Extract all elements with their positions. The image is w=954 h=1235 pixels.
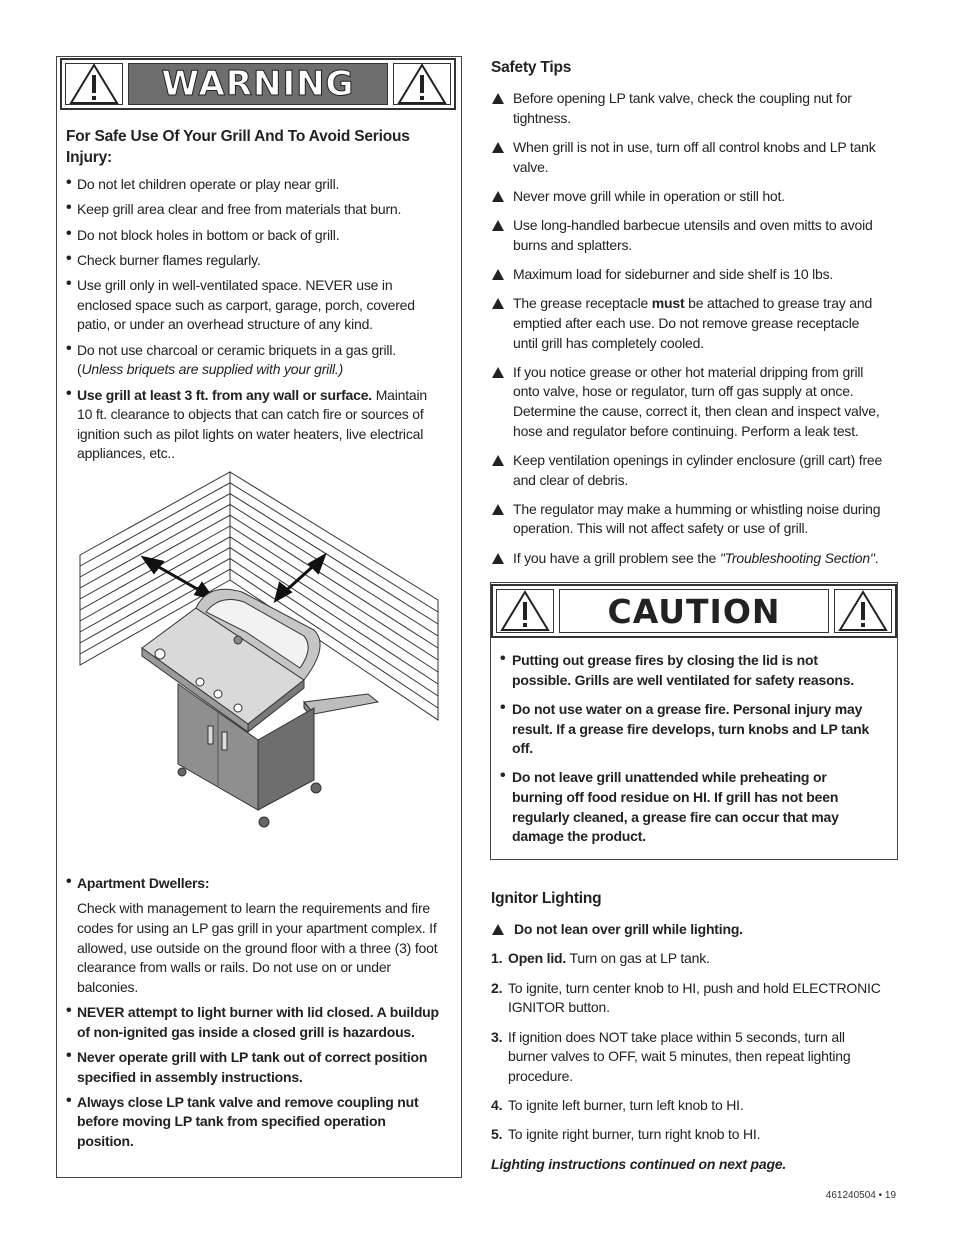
bullet-icon: • [500,650,506,667]
safety-tip: Use long-handled barbecue utensils and oven mitts to avoid [513,217,873,234]
apartment-line: Check with management to learn the requirements and fire [77,900,430,917]
warning-heading-line2: Injury: [66,149,112,166]
apartment-line: balconies. [77,978,139,995]
warning-banner [60,58,456,110]
safety-tip: Maximum load for sideburner and side shelf is 10 lbs. [513,266,834,282]
safety-tip: onto valve, hose or regulator, turn off gas supply at once. [513,383,854,400]
caution-item: damage the product. [512,828,646,845]
warning-item-clearance-line: ignition such as pilot lights on water heaters, live electrical [77,425,424,442]
ignitor-step-line: To ignite right burner, turn right knob to HI. [508,1126,761,1143]
safety-tip: burns and splatters. [513,236,632,253]
warning-heading-line1: For Safe Use Of Your Grill And To Avoid Serious [66,128,410,145]
bullet-icon: • [66,199,72,217]
always-close-warning: Always close LP tank valve and remove coupling nut [77,1093,419,1110]
caution-item: burning off food residue on HI. If grill has not been [512,789,839,805]
caution-item: Do not leave grill unattended while preheating or [512,769,827,786]
warning-item: Do not let children operate or play near grill. [77,176,340,192]
step-number: 2. [491,979,503,996]
triangle-bullet-icon [492,93,504,104]
warning-item-briquets-note: (Unless briquets are supplied with your grill.) [77,361,344,378]
safety-tip-grease: The grease receptacle must be attached to grease tray and [513,295,873,312]
step-number: 1. [491,950,503,967]
caution-item: Putting out grease fires by closing the lid is not [512,652,818,668]
safety-tip: hose and regulator before continuing. Perform a leak test. [513,422,859,439]
warning-item-ventilation: Use grill only in well-ventilated space. NEVER use in [77,277,393,294]
step-number: 5. [491,1126,503,1143]
triangle-bullet-icon [492,504,504,515]
safety-tip: valve. [513,158,549,175]
never-lid-warning: of non-ignited gas inside a closed grill is hazardous. [77,1023,415,1040]
page-footer: 461240504 • 19 [825,1190,896,1201]
ignitor-continued: Lighting instructions continued on next page. [491,1155,787,1172]
warning-item-clearance: Use grill at least 3 ft. from any wall or surface. Maintain [77,386,428,403]
warning-triangle-icon [834,589,892,633]
safety-tip: Before opening LP tank valve, check the coupling nut for [513,90,852,106]
ignitor-heading: Ignitor Lighting [491,890,602,907]
caution-title: CAUTION [559,589,829,633]
safety-tip: Keep ventilation openings in cylinder enclosure (grill cart) free [513,451,883,468]
ignitor-step-line: To ignite, turn center knob to HI, push and hold ELECTRONIC [508,979,881,996]
never-tank-warning: Never operate grill with LP tank out of correct position [77,1048,428,1065]
ignitor-step-line: Open lid. Turn on gas at LP tank. [508,950,710,967]
safety-tip: Determine the cause, correct it, then clean and inspect valve, [513,403,880,419]
bullet-icon: • [66,1091,72,1109]
warning-item-clearance-line: appliances, etc.. [77,445,175,462]
never-lid-warning: NEVER attempt to light burner with lid closed. A buildup [77,1004,439,1020]
ignitor-step-line: If ignition does NOT take place within 5 seconds, turn all [508,1028,845,1045]
ignitor-step-line: To ignite left burner, turn left knob to HI. [508,1097,744,1114]
safety-tip-troubleshooting: If you have a grill problem see the "Troubleshooting Section". [513,549,879,566]
bullet-icon: • [500,767,506,785]
apartment-line: codes for using an LP gas grill in your apartment complex. If [77,919,437,936]
triangle-bullet-icon [492,367,504,378]
always-close-warning: position. [77,1133,134,1149]
apartment-heading: Apartment Dwellers: [77,875,210,891]
safety-tip-grease-line: emptied after each use. Do not remove grease receptacle [513,314,860,331]
caution-item: off. [512,740,533,757]
bullet-icon: • [66,1002,72,1019]
warning-title: WARNING [128,63,388,105]
warning-item: Keep grill area clear and free from materials that burn. [77,201,402,218]
warning-item-briquets: Do not use charcoal or ceramic briquets in a gas grill. [77,341,396,358]
warning-item: Do not block holes in bottom or back of grill. [77,226,340,243]
grill-illustration [78,470,440,832]
caution-item: regularly cleaned, a grease fire can occur that may [512,808,839,825]
triangle-bullet-icon [492,553,504,564]
step-number: 4. [491,1097,503,1114]
step-number: 3. [491,1028,503,1045]
triangle-bullet-icon [492,269,504,280]
safety-heading: Safety Tips [491,59,572,76]
bullet-icon: • [66,249,72,267]
warning-triangle-icon [393,63,451,105]
bullet-icon: • [500,698,506,716]
caution-item: possible. Grills are well ventilated for safety reasons. [512,671,855,688]
apartment-line: clearance from walls or rails. Do not use on or under [77,959,391,976]
bullet-icon: • [66,873,72,890]
bullet-icon: • [66,224,72,242]
bullet-icon: • [66,1046,72,1064]
triangle-bullet-icon [492,455,504,466]
triangle-bullet-icon [492,924,504,935]
caution-banner [491,584,897,638]
triangle-bullet-icon [492,220,504,231]
caution-item: result. If a grease fire develops, turn knobs and LP tank [512,720,870,737]
ignitor-step-line: burner valves to OFF, wait 5 minutes, then repeat lighting [508,1048,851,1065]
caution-item: Do not use water on a grease fire. Personal injury may [512,700,863,717]
warning-item-clearance-line: 10 ft. clearance to objects that can catch fire or sources of [77,406,424,423]
warning-triangle-icon [65,63,123,105]
apartment-line: allowed, use outside on the ground floor with a three (3) foot [77,939,438,956]
bullet-icon: • [66,339,72,357]
warning-item-ventilation: patio, or under an overhead structure of any kind. [77,316,373,333]
safety-tip: The regulator may make a humming or whistling noise during [513,500,881,517]
bullet-icon: • [66,174,72,191]
safety-tip-grease-line: until grill has completely cooled. [513,334,704,351]
bullet-icon: • [66,384,72,402]
safety-tip: If you notice grease or other hot material dripping from grill [513,363,864,380]
ignitor-step-line: IGNITOR button. [508,999,610,1016]
safety-tip: and clear of debris. [513,471,629,488]
warning-triangle-icon [496,589,554,633]
never-tank-warning: specified in assembly instructions. [77,1068,303,1085]
triangle-bullet-icon [492,191,504,202]
safety-tip: tightness. [513,109,571,126]
bullet-icon: • [66,275,72,293]
always-close-warning: before moving LP tank from specified operation [77,1113,386,1130]
triangle-bullet-icon [492,298,504,309]
safety-tip: Never move grill while in operation or still hot. [513,187,785,204]
safety-tip: When grill is not in use, turn off all control knobs and LP tank [513,138,876,155]
triangle-bullet-icon [492,142,504,153]
warning-item: Check burner flames regularly. [77,251,261,268]
warning-item-ventilation: enclosed space such as carport, garage, porch, covered [77,296,415,313]
safety-tip: operation. This will not affect safety or use of grill. [513,520,809,537]
ignitor-warning: Do not lean over grill while lighting. [514,921,743,937]
ignitor-step-line: procedure. [508,1067,573,1084]
